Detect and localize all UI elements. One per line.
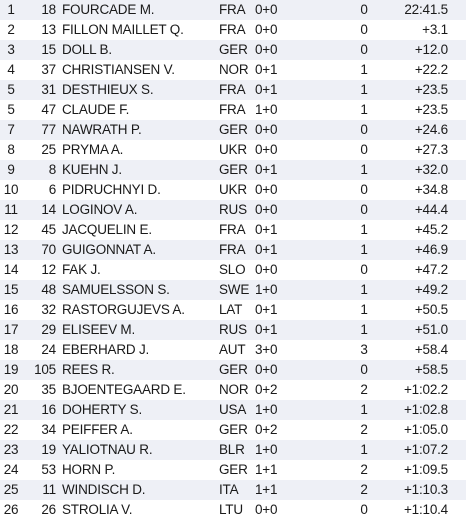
rank-cell: 5	[7, 82, 15, 97]
bib-cell: 15	[41, 42, 56, 57]
table-row	[0, 480, 466, 500]
athlete-name: PIDRUCHNYI D.	[62, 182, 161, 197]
nation-code: GER	[219, 422, 248, 437]
finish-time: +34.8	[414, 182, 448, 197]
table-row	[0, 60, 466, 80]
penalty-count: 0	[360, 42, 368, 57]
table-row	[0, 400, 466, 420]
rank-cell: 15	[3, 282, 19, 297]
rank-cell: 9	[7, 162, 15, 177]
bib-cell: 16	[41, 402, 56, 417]
shooting-result: 0+2	[255, 422, 278, 437]
rank-cell: 2	[7, 22, 15, 37]
shooting-result: 0+0	[255, 42, 278, 57]
finish-time: +1:02.2	[403, 382, 448, 397]
bib-cell: 32	[41, 302, 56, 317]
athlete-name: GUIGONNAT A.	[62, 242, 156, 257]
rank-cell: 25	[3, 482, 19, 497]
table-row	[0, 160, 466, 180]
nation-code: AUT	[219, 342, 246, 357]
finish-time: +58.4	[414, 342, 448, 357]
shooting-result: 1+0	[255, 282, 278, 297]
table-row	[0, 420, 466, 440]
bib-cell: 24	[41, 342, 56, 357]
rank-cell: 18	[3, 342, 19, 357]
athlete-name: NAWRATH P.	[62, 122, 142, 137]
table-row	[0, 260, 466, 280]
nation-code: GER	[219, 162, 248, 177]
shooting-result: 0+1	[255, 62, 278, 77]
nation-code: GER	[219, 122, 248, 137]
table-row	[0, 100, 466, 120]
penalty-count: 0	[360, 22, 368, 37]
athlete-name: PEIFFER A.	[62, 422, 133, 437]
athlete-name: FOURCADE M.	[62, 2, 155, 17]
rank-cell: 10	[3, 182, 19, 197]
nation-code: SWE	[219, 282, 250, 297]
nation-code: UKR	[219, 182, 247, 197]
penalty-count: 1	[360, 402, 368, 417]
table-row	[0, 500, 466, 520]
athlete-name: CLAUDE F.	[62, 102, 130, 117]
bib-cell: 48	[41, 282, 56, 297]
bib-cell: 13	[41, 22, 56, 37]
shooting-result: 0+1	[255, 302, 278, 317]
table-row	[0, 240, 466, 260]
athlete-name: DESTHIEUX S.	[62, 82, 154, 97]
shooting-result: 0+1	[255, 162, 278, 177]
athlete-name: STROLIA V.	[62, 502, 133, 517]
shooting-result: 3+0	[255, 342, 278, 357]
table-row	[0, 40, 466, 60]
finish-time: +27.3	[414, 142, 448, 157]
finish-time: +23.5	[414, 102, 448, 117]
penalty-count: 2	[360, 482, 368, 497]
athlete-name: HORN P.	[62, 462, 116, 477]
shooting-result: 0+0	[255, 362, 278, 377]
nation-code: NOR	[219, 62, 249, 77]
finish-time: +1:02.8	[403, 402, 448, 417]
athlete-name: LOGINOV A.	[62, 202, 138, 217]
penalty-count: 1	[360, 102, 368, 117]
penalty-count: 0	[360, 502, 368, 517]
table-row	[0, 200, 466, 220]
athlete-name: DOLL B.	[62, 42, 112, 57]
athlete-name: PRYMA A.	[62, 142, 124, 157]
bib-cell: 6	[48, 182, 56, 197]
finish-time: +23.5	[414, 82, 448, 97]
bib-cell: 105	[34, 362, 56, 377]
nation-code: UKR	[219, 142, 247, 157]
penalty-count: 0	[360, 122, 368, 137]
penalty-count: 0	[360, 262, 368, 277]
rank-cell: 5	[7, 102, 15, 117]
nation-code: LTU	[219, 502, 243, 517]
penalty-count: 1	[360, 242, 368, 257]
shooting-result: 1+0	[255, 102, 278, 117]
shooting-result: 0+1	[255, 222, 278, 237]
athlete-name: DOHERTY S.	[62, 402, 143, 417]
bib-cell: 8	[48, 162, 56, 177]
bib-cell: 70	[41, 242, 56, 257]
rank-cell: 1	[7, 2, 15, 17]
penalty-count: 1	[360, 82, 368, 97]
athlete-name: REES R.	[62, 362, 115, 377]
rank-cell: 12	[3, 222, 19, 237]
athlete-name: FILLON MAILLET Q.	[62, 22, 184, 37]
bib-cell: 31	[41, 82, 56, 97]
table-row	[0, 120, 466, 140]
athlete-name: CHRISTIANSEN V.	[62, 62, 175, 77]
bib-cell: 37	[41, 62, 56, 77]
finish-time: +51.0	[414, 322, 448, 337]
rank-cell: 11	[4, 202, 18, 217]
rank-cell: 13	[3, 242, 19, 257]
athlete-name: ELISEEV M.	[62, 322, 136, 337]
nation-code: ITA	[219, 482, 239, 497]
rank-cell: 14	[3, 262, 19, 277]
nation-code: RUS	[219, 202, 247, 217]
finish-time: +45.2	[414, 222, 448, 237]
rank-cell: 21	[3, 402, 19, 417]
nation-code: FRA	[219, 222, 246, 237]
finish-time: +1:07.2	[403, 442, 448, 457]
penalty-count: 1	[360, 442, 368, 457]
penalty-count: 2	[360, 422, 368, 437]
penalty-count: 1	[360, 282, 368, 297]
athlete-name: JACQUELIN E.	[62, 222, 152, 237]
athlete-name: YALIOTNAU R.	[62, 442, 153, 457]
rank-cell: 17	[3, 322, 19, 337]
penalty-count: 0	[360, 362, 368, 377]
penalty-count: 1	[360, 222, 368, 237]
finish-time: 22:41.5	[404, 2, 448, 17]
table-row	[0, 180, 466, 200]
bib-cell: 18	[41, 2, 56, 17]
rank-cell: 7	[7, 122, 15, 137]
finish-time: +22.2	[414, 62, 448, 77]
rank-cell: 8	[7, 142, 15, 157]
table-row	[0, 380, 466, 400]
finish-time: +1:09.5	[403, 462, 448, 477]
bib-cell: 35	[41, 382, 56, 397]
nation-code: FRA	[219, 22, 246, 37]
athlete-name: EBERHARD J.	[62, 342, 150, 357]
nation-code: LAT	[219, 302, 243, 317]
penalty-count: 0	[360, 142, 368, 157]
athlete-name: KUEHN J.	[62, 162, 122, 177]
penalty-count: 0	[360, 182, 368, 197]
bib-cell: 12	[41, 262, 56, 277]
shooting-result: 0+2	[255, 382, 278, 397]
penalty-count: 1	[360, 162, 368, 177]
nation-code: NOR	[219, 382, 249, 397]
shooting-result: 1+0	[255, 442, 278, 457]
penalty-count: 0	[360, 2, 368, 17]
penalty-count: 0	[360, 202, 368, 217]
nation-code: FRA	[219, 102, 246, 117]
bib-cell: 34	[41, 422, 56, 437]
shooting-result: 0+0	[255, 2, 278, 17]
athlete-name: SAMUELSSON S.	[62, 282, 170, 297]
table-row	[0, 0, 466, 20]
table-row	[0, 320, 466, 340]
athlete-name: WINDISCH D.	[62, 482, 146, 497]
penalty-count: 1	[360, 62, 368, 77]
nation-code: SLO	[219, 262, 246, 277]
athlete-name: FAK J.	[62, 262, 101, 277]
table-row	[0, 80, 466, 100]
shooting-result: 0+0	[255, 142, 278, 157]
shooting-result: 0+0	[255, 22, 278, 37]
rank-cell: 23	[3, 442, 19, 457]
nation-code: FRA	[219, 2, 246, 17]
table-row	[0, 300, 466, 320]
penalty-count: 2	[360, 462, 368, 477]
rank-cell: 26	[3, 502, 19, 517]
penalty-count: 3	[360, 342, 368, 357]
rank-cell: 19	[3, 362, 19, 377]
shooting-result: 0+1	[255, 242, 278, 257]
shooting-result: 0+0	[255, 502, 278, 517]
finish-time: +32.0	[414, 162, 448, 177]
shooting-result: 1+0	[255, 402, 278, 417]
finish-time: +44.4	[414, 202, 448, 217]
finish-time: +1:10.3	[403, 482, 448, 497]
shooting-result: 0+1	[255, 82, 278, 97]
bib-cell: 19	[41, 442, 56, 457]
finish-time: +12.0	[414, 42, 448, 57]
bib-cell: 53	[41, 462, 56, 477]
bib-cell: 29	[41, 322, 56, 337]
shooting-result: 1+1	[255, 462, 278, 477]
bib-cell: 77	[41, 122, 56, 137]
table-row	[0, 440, 466, 460]
nation-code: RUS	[219, 322, 247, 337]
rank-cell: 20	[3, 382, 19, 397]
penalty-count: 1	[360, 322, 368, 337]
nation-code: BLR	[219, 442, 245, 457]
finish-time: +1:10.4	[403, 502, 448, 517]
penalty-count: 2	[360, 382, 368, 397]
table-row	[0, 280, 466, 300]
nation-code: GER	[219, 362, 248, 377]
shooting-result: 0+0	[255, 202, 278, 217]
nation-code: GER	[219, 42, 248, 57]
finish-time: +58.5	[414, 362, 448, 377]
bib-cell: 45	[41, 222, 56, 237]
nation-code: USA	[219, 402, 247, 417]
table-row	[0, 20, 466, 40]
rank-cell: 24	[3, 462, 19, 477]
shooting-result: 1+1	[255, 482, 278, 497]
shooting-result: 0+0	[255, 122, 278, 137]
bib-cell: 14	[41, 202, 56, 217]
bib-cell: 25	[41, 142, 56, 157]
finish-time: +46.9	[414, 242, 448, 257]
finish-time: +1:05.0	[403, 422, 448, 437]
shooting-result: 0+1	[255, 322, 278, 337]
shooting-result: 0+0	[255, 182, 278, 197]
shooting-result: 0+0	[255, 262, 278, 277]
table-row	[0, 140, 466, 160]
table-row	[0, 220, 466, 240]
table-row	[0, 360, 466, 380]
finish-time: +49.2	[414, 282, 448, 297]
finish-time: +3.1	[422, 22, 448, 37]
rank-cell: 16	[3, 302, 19, 317]
bib-cell: 26	[41, 502, 56, 517]
rank-cell: 22	[3, 422, 19, 437]
finish-time: +50.5	[414, 302, 448, 317]
athlete-name: RASTORGUJEVS A.	[62, 302, 185, 317]
bib-cell: 47	[41, 102, 56, 117]
table-row	[0, 340, 466, 360]
rank-cell: 3	[7, 42, 15, 57]
table-row	[0, 460, 466, 480]
bib-cell: 11	[42, 482, 56, 497]
penalty-count: 1	[360, 302, 368, 317]
nation-code: FRA	[219, 242, 246, 257]
finish-time: +24.6	[414, 122, 448, 137]
nation-code: FRA	[219, 82, 246, 97]
nation-code: GER	[219, 462, 248, 477]
rank-cell: 4	[7, 62, 15, 77]
athlete-name: BJOENTEGAARD E.	[62, 382, 186, 397]
finish-time: +47.2	[414, 262, 448, 277]
